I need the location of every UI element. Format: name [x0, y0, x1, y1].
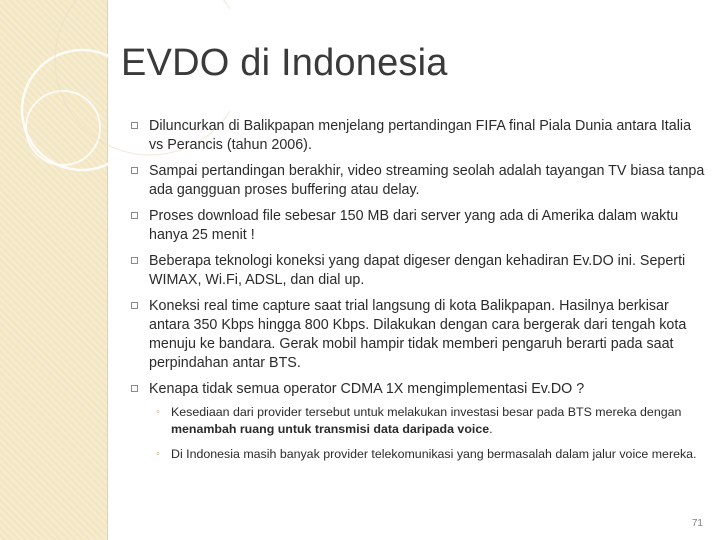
sub-bullet-text-end: .	[489, 422, 493, 436]
square-bullet-icon	[131, 385, 138, 392]
bullet-text: Beberapa teknologi koneksi yang dapat digeser dengan kehadiran Ev.DO ini. Seperti WIMAX, Wi.Fi, ADSL, dan dial up.	[149, 253, 686, 288]
square-bullet-icon	[131, 122, 138, 129]
sub-bullet-list	[149, 404, 705, 463]
square-bullet-icon	[131, 212, 138, 219]
bullet-item	[130, 207, 705, 245]
square-bullet-icon	[131, 167, 138, 174]
bullet-text: Proses download file sebesar 150 MB dari server yang ada di Amerika dalam waktu hanya 25 menit !	[149, 208, 679, 243]
page-number: 71	[691, 518, 703, 529]
circle-bullet-icon: ◦	[156, 406, 160, 418]
sub-bullet-emphasis: menambah ruang untuk transmisi data daripada voice	[171, 422, 490, 436]
bullet-item	[130, 380, 705, 463]
sub-bullet-text: Di Indonesia masih banyak provider telekomunikasi yang bermasalah dalam jalur voice mereka.	[171, 447, 697, 461]
sub-bullet-text: Kesediaan dari provider tersebut untuk melakukan investasi besar pada BTS mereka dengan	[171, 405, 682, 419]
decorative-side-band	[0, 0, 108, 540]
slide-title: EVDO di Indonesia	[121, 42, 448, 84]
bullet-text: Kenapa tidak semua operator CDMA 1X mengimplementasi Ev.DO ?	[149, 381, 585, 397]
bullet-list	[130, 117, 705, 463]
bullet-item	[130, 117, 705, 155]
bullet-text: Koneksi real time capture saat trial langsung di kota Balikpapan. Hasilnya berkisar antara 350 Kbps hingga 800 Kbps. Dilakukan dengan cara bergerak dari tengah kota menuju ke bandara. Gerak mobil hampir tidak memberi pengaruh berarti pada saat perpindahan antar BTS.	[149, 298, 687, 371]
sub-bullet-item	[149, 404, 705, 438]
bullet-text: Diluncurkan di Balikpapan menjelang pertandingan FIFA final Piala Dunia antara Italia vs Perancis (tahun 2006).	[149, 118, 692, 153]
sub-bullet-item	[149, 446, 705, 463]
square-bullet-icon	[131, 257, 138, 264]
circle-bullet-icon: ◦	[156, 448, 160, 460]
bullet-item	[130, 297, 705, 373]
square-bullet-icon	[131, 302, 138, 309]
bullet-text: Sampai pertandingan berakhir, video streaming seolah adalah tayangan TV biasa tanpa ada gangguan proses buffering atau delay.	[149, 163, 705, 198]
slide-content	[130, 117, 705, 471]
bullet-item	[130, 162, 705, 200]
bullet-item	[130, 252, 705, 290]
